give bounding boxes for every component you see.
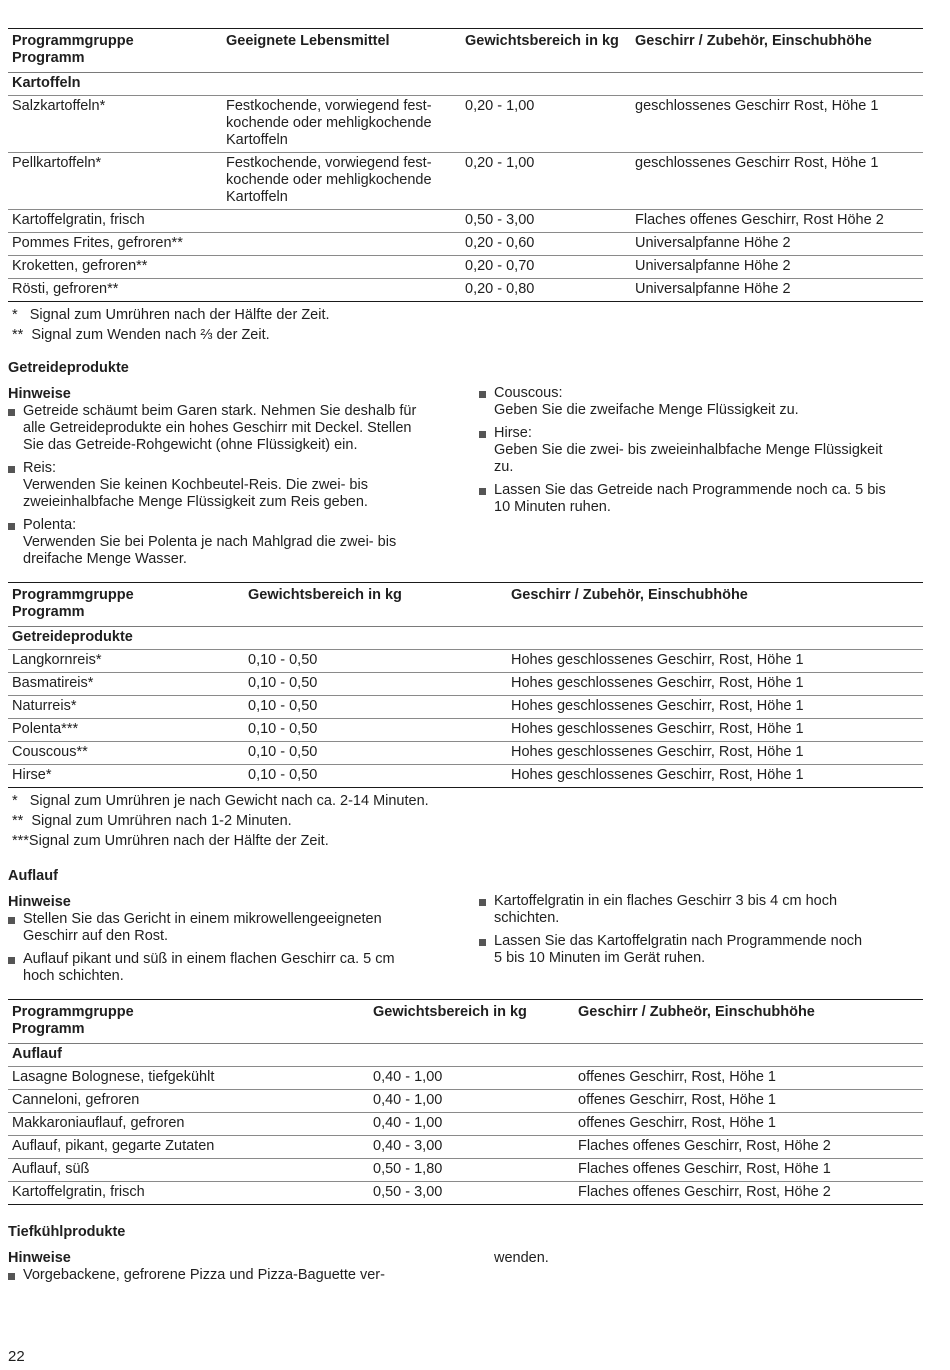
cell-program: Auflauf, süß [8, 1159, 369, 1182]
notes-left [8, 385, 479, 574]
cell-weight: 0,20 - 0,60 [461, 233, 631, 256]
bullet-icon [479, 488, 486, 495]
cell-dish: Universalpfanne Höhe 2 [631, 233, 923, 256]
manual-page [8, 0, 923, 1290]
footnote: * Signal zum Umrühren nach der Hälfte der Zeit. [12, 307, 330, 323]
cell-food [222, 210, 461, 233]
notes-heading: Hinweise [8, 894, 71, 910]
list-item [8, 517, 479, 568]
table-row [8, 1136, 923, 1159]
group-label: Kartoffeln [8, 73, 923, 96]
notes-right [479, 1249, 923, 1290]
table-row [8, 153, 923, 210]
notes-columns [8, 893, 923, 991]
note-text: Reis: Verwenden Sie keinen Kochbeutel-Reis. Die zwei- bis zweieinhalbfache Menge Flüssigkeit zum Reis geben. [23, 460, 368, 510]
table-header [8, 1000, 923, 1044]
cell-weight: 0,50 - 3,00 [369, 1182, 574, 1205]
bullet-icon [479, 391, 486, 398]
cell-weight: 0,20 - 1,00 [461, 153, 631, 210]
header-dish: Geschirr / Zubehör, Einschubhöhe [635, 33, 872, 49]
cell-weight: 0,10 - 0,50 [244, 719, 507, 742]
cell-weight: 0,10 - 0,50 [244, 765, 507, 788]
cell-dish: geschlossenes Geschirr Rost, Höhe 1 [631, 153, 923, 210]
table-row [8, 765, 923, 788]
group-label: Getreideprodukte [8, 627, 923, 650]
bullet-icon [8, 523, 15, 530]
cell-dish: Flaches offenes Geschirr, Rost, Höhe 1 [574, 1159, 923, 1182]
cell-dish: Flaches offenes Geschirr, Rost, Höhe 2 [574, 1136, 923, 1159]
bullet-icon [479, 431, 486, 438]
cell-program: Pellkartoffeln* [8, 153, 222, 210]
note-text: Polenta: Verwenden Sie bei Polenta je nach Mahlgrad die zwei- bis dreifache Menge Wasser. [23, 517, 397, 567]
table-row [8, 256, 923, 279]
list-item [479, 482, 923, 516]
bullet-icon [8, 409, 15, 416]
bullet-icon [8, 957, 15, 964]
notes-right [479, 893, 923, 991]
cell-program: Couscous** [8, 742, 244, 765]
header-program: Programmgruppe Programm [12, 1004, 134, 1037]
cell-program: Kartoffelgratin, frisch [8, 210, 222, 233]
table-header [8, 29, 923, 73]
table-row [8, 673, 923, 696]
bullet-icon [8, 466, 15, 473]
cell-weight: 0,40 - 1,00 [369, 1113, 574, 1136]
list-item [8, 403, 479, 454]
group-row [8, 1044, 923, 1067]
section-title: Auflauf [8, 868, 58, 884]
bullet-icon [8, 917, 15, 924]
grain-table [8, 582, 923, 788]
cell-program: Polenta*** [8, 719, 244, 742]
note-text: Getreide schäumt beim Garen stark. Nehmen Sie deshalb für alle Getreideprodukte ein hohes Geschirr mit Deckel. Stellen Sie das Getreide-Rohgewicht (ohne Flüssigkeit) ein. [23, 403, 417, 453]
cell-dish: Hohes geschlossenes Geschirr, Rost, Höhe 1 [507, 650, 923, 673]
notes-left [8, 893, 479, 991]
list-item [8, 460, 479, 511]
cell-dish: Universalpfanne Höhe 2 [631, 256, 923, 279]
cell-weight: 0,40 - 1,00 [369, 1067, 574, 1090]
note-text: Vorgebackene, gefrorene Pizza und Pizza-Baguette ver- [23, 1267, 385, 1283]
footnote: ***Signal zum Umrühren nach der Hälfte der Zeit. [12, 833, 329, 849]
list-item [479, 385, 923, 419]
header-program: Programmgruppe Programm [12, 587, 134, 620]
group-row [8, 73, 923, 96]
cell-program: Salzkartoffeln* [8, 96, 222, 153]
notes-columns [8, 385, 923, 574]
cell-weight: 0,10 - 0,50 [244, 673, 507, 696]
cell-program: Kartoffelgratin, frisch [8, 1182, 369, 1205]
table-row [8, 1090, 923, 1113]
cell-food [222, 233, 461, 256]
table-row [8, 650, 923, 673]
header-program: Programmgruppe Programm [12, 33, 134, 66]
cell-program: Lasagne Bolognese, tiefgekühlt [8, 1067, 369, 1090]
cell-dish: Hohes geschlossenes Geschirr, Rost, Höhe 1 [507, 719, 923, 742]
cell-weight: 0,20 - 0,70 [461, 256, 631, 279]
cell-program: Kroketten, gefroren** [8, 256, 222, 279]
cell-weight: 0,10 - 0,50 [244, 650, 507, 673]
group-label: Auflauf [8, 1044, 923, 1067]
cell-food: Festkochende, vorwiegend fest- kochende oder mehligkochende Kartoffeln [222, 153, 461, 210]
cell-weight: 0,40 - 1,00 [369, 1090, 574, 1113]
cell-dish: offenes Geschirr, Rost, Höhe 1 [574, 1090, 923, 1113]
notes-columns [8, 1249, 923, 1290]
bullet-icon [479, 939, 486, 946]
cell-weight: 0,50 - 3,00 [461, 210, 631, 233]
cell-dish: Universalpfanne Höhe 2 [631, 279, 923, 302]
note-text: Hirse: Geben Sie die zwei- bis zweieinhalbfache Menge Flüssigkeit zu. [494, 425, 883, 475]
table-row [8, 1067, 923, 1090]
table-row [8, 279, 923, 302]
note-text: Couscous: Geben Sie die zweifache Menge Flüssigkeit zu. [494, 385, 799, 418]
cell-weight: 0,40 - 3,00 [369, 1136, 574, 1159]
notes-left [8, 1249, 479, 1290]
header-weight: Gewichtsbereich in kg [465, 33, 619, 49]
cell-program: Naturreis* [8, 696, 244, 719]
casserole-table [8, 999, 923, 1205]
header-dish: Geschirr / Zubheör, Einschubhöhe [578, 1004, 815, 1020]
list-item [479, 425, 923, 476]
list-item [8, 951, 479, 985]
note-text: Kartoffelgratin in ein flaches Geschirr 3 bis 4 cm hoch schichten. [494, 893, 838, 926]
notes-right [479, 385, 923, 574]
section-title: Tiefkühlprodukte [8, 1224, 126, 1240]
header-dish: Geschirr / Zubehör, Einschubhöhe [511, 587, 748, 603]
table-row [8, 742, 923, 765]
table-row [8, 1159, 923, 1182]
table-row [8, 719, 923, 742]
notes-heading: Hinweise [8, 1250, 71, 1266]
table-row [8, 1113, 923, 1136]
header-food: Geeignete Lebensmittel [226, 33, 390, 49]
cell-weight: 0,50 - 1,80 [369, 1159, 574, 1182]
note-text: Stellen Sie das Gericht in einem mikrowellengeeigneten Geschirr auf den Rost. [23, 911, 382, 944]
list-item [479, 933, 923, 967]
header-weight: Gewichtsbereich in kg [248, 587, 402, 603]
cell-program: Makkaroniauflauf, gefroren [8, 1113, 369, 1136]
note-text: Lassen Sie das Kartoffelgratin nach Programmende noch 5 bis 10 Minuten im Gerät ruhen. [494, 933, 863, 966]
header-weight: Gewichtsbereich in kg [373, 1004, 527, 1020]
table-row [8, 696, 923, 719]
table-row [8, 1182, 923, 1205]
footnotes [8, 791, 923, 851]
table-header [8, 583, 923, 627]
footnote: * Signal zum Umrühren je nach Gewicht nach ca. 2-14 Minuten. [12, 793, 429, 809]
cell-program: Canneloni, gefroren [8, 1090, 369, 1113]
footnote: ** Signal zum Wenden nach ⅔ der Zeit. [12, 327, 270, 343]
cell-dish: geschlossenes Geschirr Rost, Höhe 1 [631, 96, 923, 153]
cell-dish: offenes Geschirr, Rost, Höhe 1 [574, 1067, 923, 1090]
cell-weight: 0,10 - 0,50 [244, 696, 507, 719]
cell-program: Auflauf, pikant, gegarte Zutaten [8, 1136, 369, 1159]
cell-program: Pommes Frites, gefroren** [8, 233, 222, 256]
cell-weight: 0,20 - 1,00 [461, 96, 631, 153]
list-item [479, 893, 923, 927]
group-row [8, 627, 923, 650]
cell-program: Langkornreis* [8, 650, 244, 673]
list-item [8, 1267, 479, 1284]
cell-dish: Hohes geschlossenes Geschirr, Rost, Höhe 1 [507, 765, 923, 788]
list-item [8, 911, 479, 945]
table-row [8, 233, 923, 256]
footnotes [8, 305, 923, 345]
table-row [8, 210, 923, 233]
cell-weight: 0,20 - 0,80 [461, 279, 631, 302]
cell-food [222, 256, 461, 279]
cell-program: Rösti, gefroren** [8, 279, 222, 302]
cell-food: Festkochende, vorwiegend fest- kochende oder mehligkochende Kartoffeln [222, 96, 461, 153]
table-row [8, 96, 923, 153]
cell-dish: Flaches offenes Geschirr, Rost Höhe 2 [631, 210, 923, 233]
cell-food [222, 279, 461, 302]
page-number: 22 [8, 1348, 25, 1365]
notes-heading: Hinweise [8, 386, 71, 402]
cell-dish: Hohes geschlossenes Geschirr, Rost, Höhe 1 [507, 673, 923, 696]
bullet-icon [479, 899, 486, 906]
section-title: Getreideprodukte [8, 360, 129, 376]
note-text: Auflauf pikant und süß in einem flachen Geschirr ca. 5 cm hoch schichten. [23, 951, 395, 984]
cell-program: Basmatireis* [8, 673, 244, 696]
cell-dish: Hohes geschlossenes Geschirr, Rost, Höhe 1 [507, 742, 923, 765]
note-text: Lassen Sie das Getreide nach Programmende noch ca. 5 bis 10 Minuten ruhen. [494, 482, 886, 515]
footnote: ** Signal zum Umrühren nach 1-2 Minuten. [12, 813, 292, 829]
cell-dish: Hohes geschlossenes Geschirr, Rost, Höhe 1 [507, 696, 923, 719]
potato-table [8, 28, 923, 302]
bullet-icon [8, 1273, 15, 1280]
note-continuation: wenden. [494, 1250, 549, 1266]
cell-program: Hirse* [8, 765, 244, 788]
cell-dish: offenes Geschirr, Rost, Höhe 1 [574, 1113, 923, 1136]
cell-weight: 0,10 - 0,50 [244, 742, 507, 765]
cell-dish: Flaches offenes Geschirr, Rost, Höhe 2 [574, 1182, 923, 1205]
